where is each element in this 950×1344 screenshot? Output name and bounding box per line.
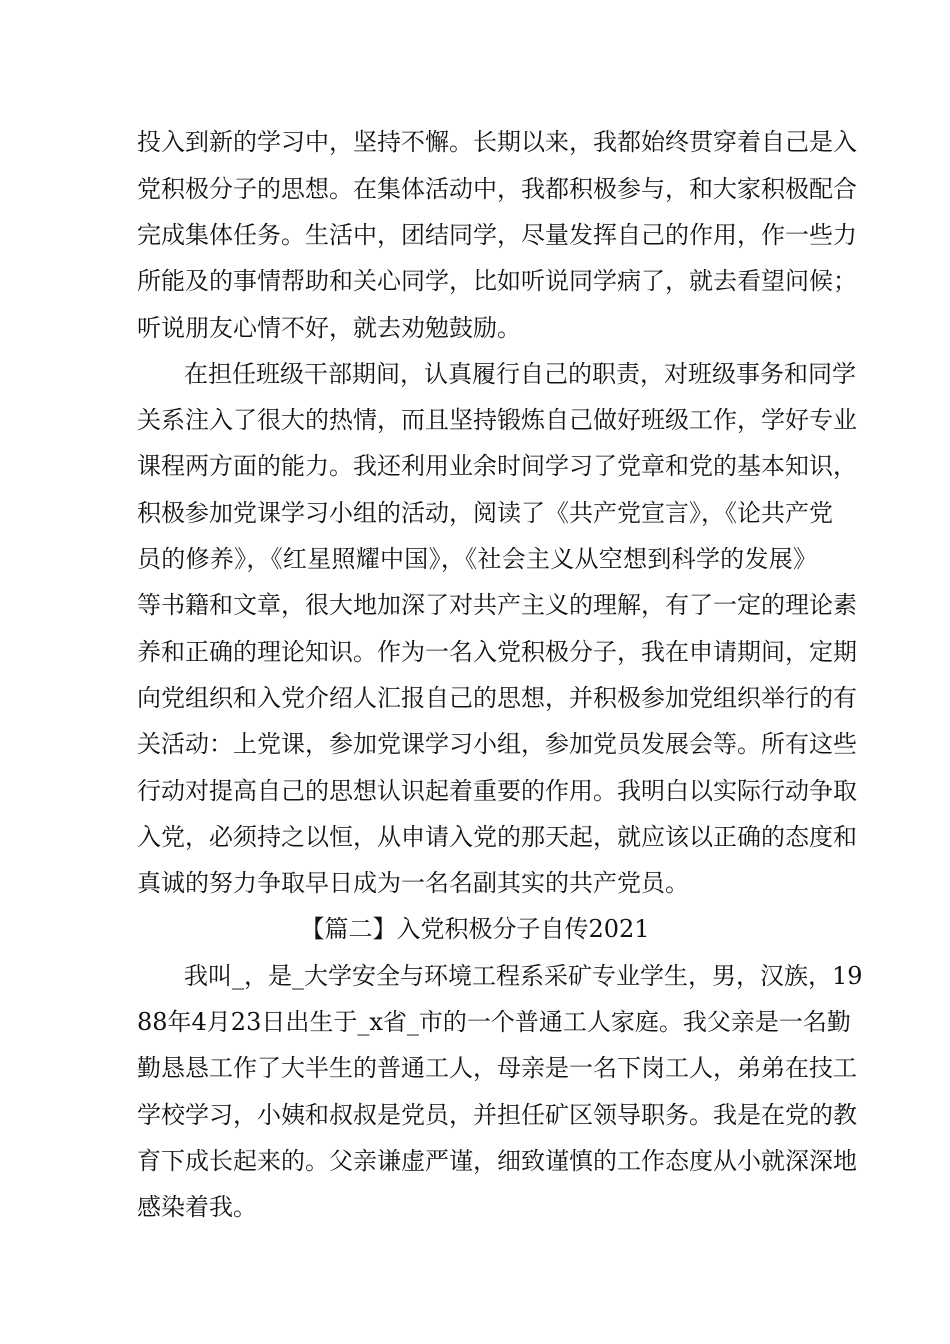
paragraph-line: 勤恳恳工作了大半生的普通工人，母亲是一名下岗工人，弟弟在技工 xyxy=(137,1054,857,1082)
paragraph-line: 入党，必须持之以恒，从申请入党的那天起，就应该以正确的态度和 xyxy=(137,823,857,851)
paragraph-line: 听说朋友心情不好，就去劝勉鼓励。 xyxy=(137,314,521,342)
paragraph-line: 我叫_，是_大学安全与环境工程系采矿专业学生，男，汉族，19 xyxy=(184,962,863,990)
section-title: 【篇二】入党积极分子自传2021 xyxy=(300,915,650,943)
paragraph-line: 课程两方面的能力。我还利用业余时间学习了党章和党的基本知识， xyxy=(137,452,857,480)
paragraph-line: 感染着我。 xyxy=(137,1193,257,1221)
paragraph-line: 积极参加党课学习小组的活动，阅读了《共产党宣言》，《论共产党 xyxy=(137,499,833,527)
paragraph-line: 育下成长起来的。父亲谦虚严谨，细致谨慎的工作态度从小就深深地 xyxy=(137,1147,857,1175)
paragraph-line: 真诚的努力争取早日成为一名名副其实的共产党员。 xyxy=(137,869,689,897)
paragraph-line: 养和正确的理论知识。作为一名入党积极分子，我在申请期间，定期 xyxy=(137,638,857,666)
paragraph-line: 学校学习，小姨和叔叔是党员，并担任矿区领导职务。我是在党的教 xyxy=(137,1101,857,1129)
paragraph-line: 在担任班级干部期间，认真履行自己的职责，对班级事务和同学 xyxy=(184,360,856,388)
paragraph-line: 88年4月23日出生于_x省_市的一个普通工人家庭。我父亲是一名勤 xyxy=(137,1008,851,1036)
paragraph-line: 所能及的事情帮助和关心同学，比如听说同学病了，就去看望问候； xyxy=(137,267,857,295)
paragraph-line: 投入到新的学习中，坚持不懈。长期以来，我都始终贯穿着自己是入 xyxy=(137,128,857,156)
paragraph-line: 等书籍和文章，很大地加深了对共产主义的理解，有了一定的理论素 xyxy=(137,591,857,619)
paragraph-line: 完成集体任务。生活中，团结同学，尽量发挥自己的作用，作一些力 xyxy=(137,221,857,249)
paragraph-line: 行动对提高自己的思想认识起着重要的作用。我明白以实际行动争取 xyxy=(137,777,857,805)
paragraph-line: 向党组织和入党介绍人汇报自己的思想，并积极参加党组织举行的有 xyxy=(137,684,857,712)
paragraph-line: 党积极分子的思想。在集体活动中，我都积极参与，和大家积极配合 xyxy=(137,175,857,203)
paragraph-line: 员的修养》，《红星照耀中国》，《社会主义从空想到科学的发展》 xyxy=(137,545,817,573)
paragraph-line: 关活动：上党课，参加党课学习小组，参加党员发展会等。所有这些 xyxy=(137,730,857,758)
paragraph-line: 关系注入了很大的热情，而且坚持锻炼自己做好班级工作，学好专业 xyxy=(137,406,857,434)
